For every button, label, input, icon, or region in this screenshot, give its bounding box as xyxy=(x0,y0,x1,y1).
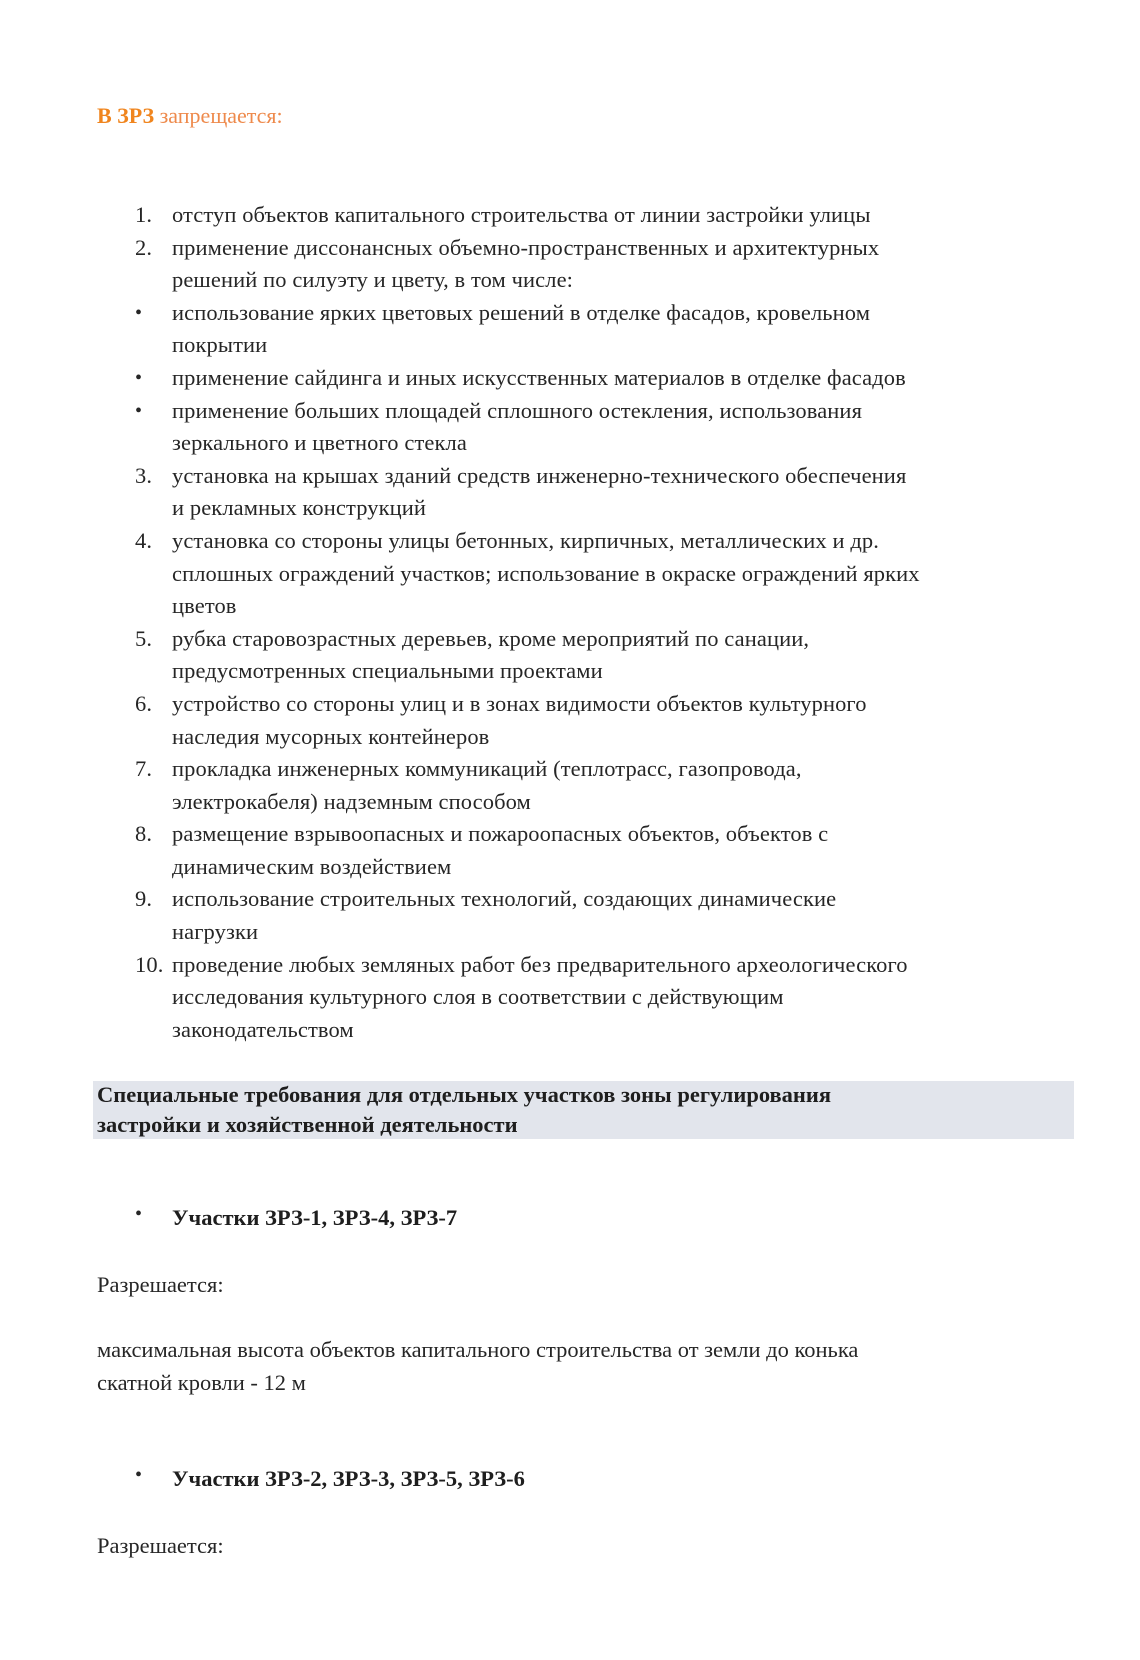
bullet-icon: • xyxy=(135,301,143,324)
intro-zone-label: В ЗРЗ xyxy=(97,103,155,128)
list-number: 1. xyxy=(135,202,153,227)
list-item-line: покрытии xyxy=(172,332,268,358)
list-item-line: использование строительных технологий, создающих динамические xyxy=(172,886,837,912)
list-item-line: устройство со стороны улиц и в зонах видимости объектов культурного xyxy=(172,690,867,716)
text-line: скатной кровли - 12 м xyxy=(97,1369,306,1395)
subsection-heading-2: Участки ЗРЗ-2, ЗРЗ-3, ЗРЗ-5, ЗРЗ-6 xyxy=(172,1466,525,1491)
section-heading-line: застройки и хозяйственной деятельности xyxy=(97,1111,518,1137)
list-item xyxy=(0,753,1077,818)
list-item xyxy=(0,818,1077,883)
list-item-line: сплошных ограждений участков; использование в окраске ограждений ярких xyxy=(172,560,920,586)
list-item xyxy=(0,362,1077,395)
list-item-line: отступ объектов капитального строительства от линии застройки улицы xyxy=(172,202,871,227)
section-heading-line: Специальные требования для отдельных участков зоны регулирования xyxy=(97,1082,832,1107)
prohibitions-list xyxy=(0,199,1140,1046)
list-item-line: и рекламных конструкций xyxy=(172,495,427,521)
list-number: 2. xyxy=(135,234,153,260)
bullet-icon: • xyxy=(135,1203,143,1225)
list-item xyxy=(0,232,1077,297)
list-item-line: прокладка инженерных коммуникаций (теплотрасс, газопровода, xyxy=(172,756,802,782)
list-number: 4. xyxy=(135,527,153,553)
list-item-line: цветов xyxy=(172,593,237,619)
list-item-line: проведение любых земляных работ без предварительного археологического xyxy=(172,951,908,977)
list-item-line: предусмотренных специальными проектами xyxy=(172,658,603,684)
list-item-line: размещение взрывоопасных и пожароопасных объектов, объектов с xyxy=(172,821,829,847)
list-item xyxy=(0,199,1077,232)
allowed-label-1: Разрешается: xyxy=(97,1272,224,1297)
list-item-line: использование ярких цветовых решений в отделке фасадов, кровельном xyxy=(172,299,871,325)
list-number: 5. xyxy=(135,625,153,651)
list-item-line: применение диссонансных объемно-пространственных и архитектурных xyxy=(172,234,880,260)
list-item-line: зеркального и цветного стекла xyxy=(172,430,467,456)
list-item xyxy=(0,395,1077,460)
list-item-line: применение сайдинга и иных искусственных материалов в отделке фасадов xyxy=(172,364,906,390)
subsection-heading-1: Участки ЗРЗ-1, ЗРЗ-4, ЗРЗ-7 xyxy=(172,1205,458,1230)
list-item xyxy=(0,949,1077,1047)
subsection-text-1 xyxy=(97,1334,1057,1399)
list-item-line: электрокабеля) надземным способом xyxy=(172,788,531,814)
list-item-line: законодательством xyxy=(172,1016,354,1042)
list-item xyxy=(0,525,1077,623)
list-item-line: установка на крышах зданий средств инженерно-технического обеспечения xyxy=(172,462,907,488)
allowed-label-2: Разрешается: xyxy=(97,1533,224,1558)
bullet-icon: • xyxy=(135,1464,143,1486)
list-item xyxy=(0,883,1077,948)
list-item-line: нагрузки xyxy=(172,919,259,945)
list-item-line: наследия мусорных контейнеров xyxy=(172,723,490,749)
list-number: 9. xyxy=(135,886,153,912)
list-item xyxy=(0,297,1077,362)
bullet-icon: • xyxy=(135,366,143,389)
intro-heading xyxy=(97,101,283,131)
list-item-line: решений по силуэту и цвету, в том числе: xyxy=(172,267,574,293)
list-number: 6. xyxy=(135,690,153,716)
list-item-line: рубка старовозрастных деревьев, кроме мероприятий по санации, xyxy=(172,625,810,651)
list-item xyxy=(0,688,1077,753)
list-item-line: динамическим воздействием xyxy=(172,853,452,879)
intro-prohibited-label: запрещается: xyxy=(154,103,283,128)
list-item-line: исследования культурного слоя в соответствии с действующим xyxy=(172,984,784,1010)
section-heading xyxy=(97,1080,1057,1139)
list-item-line: установка со стороны улицы бетонных, кирпичных, металлических и др. xyxy=(172,527,879,553)
list-item-line: применение больших площадей сплошного остекления, использования xyxy=(172,397,863,423)
list-item xyxy=(0,623,1077,688)
text-line: максимальная высота объектов капитального строительства от земли до конька xyxy=(97,1337,859,1362)
list-number: 3. xyxy=(135,462,153,488)
list-number: 8. xyxy=(135,821,153,847)
bullet-icon: • xyxy=(135,399,143,422)
list-item xyxy=(0,460,1077,525)
list-number: 10. xyxy=(135,951,164,977)
list-number: 7. xyxy=(135,756,153,782)
